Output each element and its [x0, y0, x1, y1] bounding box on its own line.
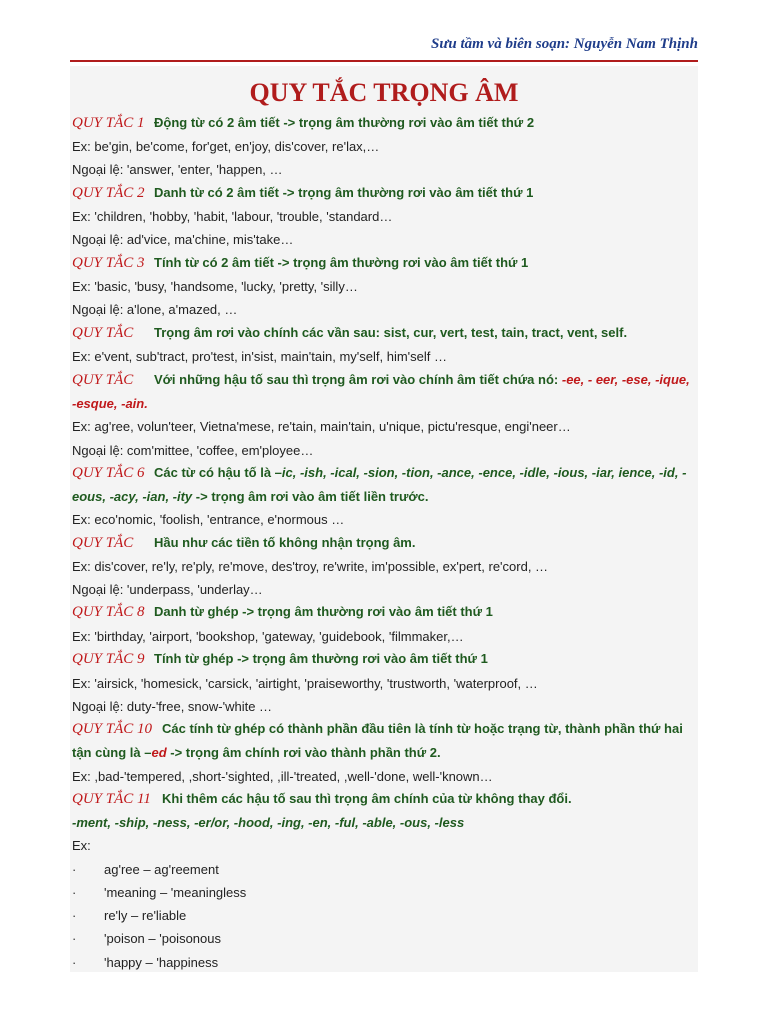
- header-rule: [70, 60, 698, 62]
- bullet-icon: ·: [72, 931, 77, 946]
- rule-6-example: Ex: eco'nomic, 'foolish, 'entrance, e'normous …: [72, 512, 345, 527]
- rule-8: [72, 600, 700, 624]
- rule-1-example: Ex: be'gin, be'come, for'get, en'joy, dis'cover, re'lax,…: [72, 139, 380, 154]
- rule-text-cont-b: ed: [151, 745, 167, 760]
- rule-text: Khi thêm các hậu tố sau thì trọng âm chính của từ không thay đổi.: [162, 791, 572, 806]
- rule-text: Các tính từ ghép có thành phần đầu tiên là tính từ hoặc trạng từ, thành phần thứ hai: [162, 721, 683, 736]
- rule-suffixes: -ment, -ship, -ness, -er/or, -hood, -ing, -en, -ful, -able, -ous, -less: [72, 815, 465, 830]
- rule-label: QUY TẮC: [72, 372, 134, 388]
- bullet-icon: ·: [72, 862, 77, 877]
- list-item-text: ag'ree – ag'reement: [104, 862, 219, 877]
- rule-7-exception: Ngoại lệ: 'underpass, 'underlay…: [72, 582, 263, 597]
- list-item: [72, 927, 700, 951]
- rule-9: [72, 647, 700, 671]
- rule-text-cont-a: tận cùng là –: [72, 745, 152, 760]
- rule-suffixes-cont: -esque, -ain.: [72, 396, 148, 411]
- rule-suffixes: ic, -ish, -ical, -sion, -tion, -ance, -ence, -idle, -ious, -iar, ience, -id, -: [281, 465, 687, 480]
- rule-4-example: Ex: e'vent, sub'tract, pro'test, in'sist, main'tain, my'self, him'self …: [72, 349, 448, 364]
- rule-5-exception: Ngoại lệ: com'mittee, 'coffee, em'ployee…: [72, 443, 314, 458]
- rule-3-example: Ex: 'basic, 'busy, 'handsome, 'lucky, 'pretty, 'silly…: [72, 279, 358, 294]
- rule-11-suffixes: [72, 811, 700, 835]
- rule-text: Các từ có hậu tố là –: [154, 465, 282, 480]
- rule-text: Hầu như các tiền tố không nhận trọng âm.: [154, 535, 416, 550]
- rule-7-example: Ex: dis'cover, re'ly, re'ply, re'move, des'troy, re'write, im'possible, ex'pert, re'cord, …: [72, 559, 549, 574]
- rule-text: Động từ có 2 âm tiết -> trọng âm thường rơi vào âm tiết thứ 2: [154, 115, 535, 130]
- bullet-icon: ·: [72, 908, 77, 923]
- rule-label: QUY TẮC 8: [72, 604, 145, 620]
- rule-text: Danh từ có 2 âm tiết -> trọng âm thường rơi vào âm tiết thứ 1: [154, 185, 534, 200]
- rule-label: QUY TẮC 9: [72, 651, 145, 667]
- rule-text: Với những hậu tố sau thì trọng âm rơi vào chính âm tiết chứa nó:: [154, 372, 559, 387]
- rule-6-cont: [72, 485, 700, 509]
- rule-10: [72, 717, 700, 741]
- rule-suffixes-cont: eous, -acy, -ian, -ity: [72, 489, 193, 504]
- rule-label: QUY TẮC 2: [72, 185, 145, 201]
- rule-label: QUY TẮC 1: [72, 115, 145, 131]
- rule-text-cont: -> trọng âm rơi vào âm tiết liền trước.: [192, 489, 429, 504]
- page-title: QUY TẮC TRỌNG ÂM: [249, 78, 519, 107]
- rule-label: QUY TẮC 11: [72, 791, 151, 807]
- list-item-text: 'poison – 'poisonous: [104, 931, 221, 946]
- rule-label: QUY TẮC: [72, 535, 134, 551]
- rule-9-exception: Ngoại lệ: duty-'free, snow-'white …: [72, 699, 273, 714]
- rule-3-exception: Ngoại lệ: a'lone, a'mazed, …: [72, 302, 238, 317]
- rule-4: [72, 321, 700, 345]
- list-item: [72, 904, 700, 928]
- rule-suffixes: -ee, - eer, -ese, -ique,: [561, 372, 690, 387]
- list-item-text: 'happy – 'happiness: [104, 955, 219, 970]
- rule-3: [72, 251, 700, 275]
- rule-label: QUY TẮC 3: [72, 255, 145, 271]
- list-item: [72, 881, 700, 905]
- rule-text: Tính từ có 2 âm tiết -> trọng âm thường rơi vào âm tiết thứ 1: [154, 255, 529, 270]
- rule-2: [72, 181, 700, 205]
- list-item: [72, 858, 700, 882]
- rule-text: Danh từ ghép -> trọng âm thường rơi vào âm tiết thứ 1: [154, 604, 493, 619]
- rule-11-example: Ex:: [72, 838, 91, 853]
- rule-5-suffixes-cont: [72, 392, 700, 416]
- rule-9-example: Ex: 'airsick, 'homesick, 'carsick, 'airtight, 'praiseworthy, 'trustworth, 'waterproof, …: [72, 676, 538, 691]
- rule-8-example: Ex: 'birthday, 'airport, 'bookshop, 'gateway, 'guidebook, 'filmmaker,…: [72, 629, 464, 644]
- list-item-text: 'meaning – 'meaningless: [104, 885, 247, 900]
- rule-11: [72, 787, 700, 811]
- list-item: [72, 951, 700, 975]
- bullet-icon: ·: [72, 955, 77, 970]
- rule-text: Trọng âm rơi vào chính các vần sau: sist, cur, vert, test, tain, tract, vent, self.: [154, 325, 628, 340]
- rule-6: [72, 461, 700, 485]
- rule-label: QUY TẮC 10: [72, 721, 153, 737]
- rule-text-cont-c: -> trọng âm chính rơi vào thành phần thứ 2.: [166, 745, 441, 760]
- header-credit: Sưu tầm và biên soạn: Nguyễn Nam Thịnh: [431, 36, 698, 52]
- rule-text: Tính từ ghép -> trọng âm thường rơi vào âm tiết thứ 1: [154, 651, 488, 666]
- rule-5-example: Ex: ag'ree, volun'teer, Vietna'mese, re'tain, main'tain, u'nique, pictu'resque, engi'neer…: [72, 419, 571, 434]
- rule-5: [72, 368, 700, 392]
- rule-10-example: Ex: ,bad-'tempered, ,short-'sighted, ,ill-'treated, ,well-'done, well-'known…: [72, 769, 493, 784]
- rule-1: [72, 111, 700, 135]
- rule-10-cont: [72, 741, 700, 765]
- rule-2-exception: Ngoại lệ: ad'vice, ma'chine, mis'take…: [72, 232, 294, 247]
- bullet-icon: ·: [72, 885, 77, 900]
- rule-label: QUY TẮC 6: [72, 465, 145, 481]
- rule-7: [72, 531, 700, 555]
- rule-2-example: Ex: 'children, 'hobby, 'habit, 'labour, 'trouble, 'standard…: [72, 209, 393, 224]
- list-item-text: re'ly – re'liable: [104, 908, 187, 923]
- rule-1-exception: Ngoại lệ: 'answer, 'enter, 'happen, …: [72, 162, 283, 177]
- rule-label: QUY TẮC: [72, 325, 134, 341]
